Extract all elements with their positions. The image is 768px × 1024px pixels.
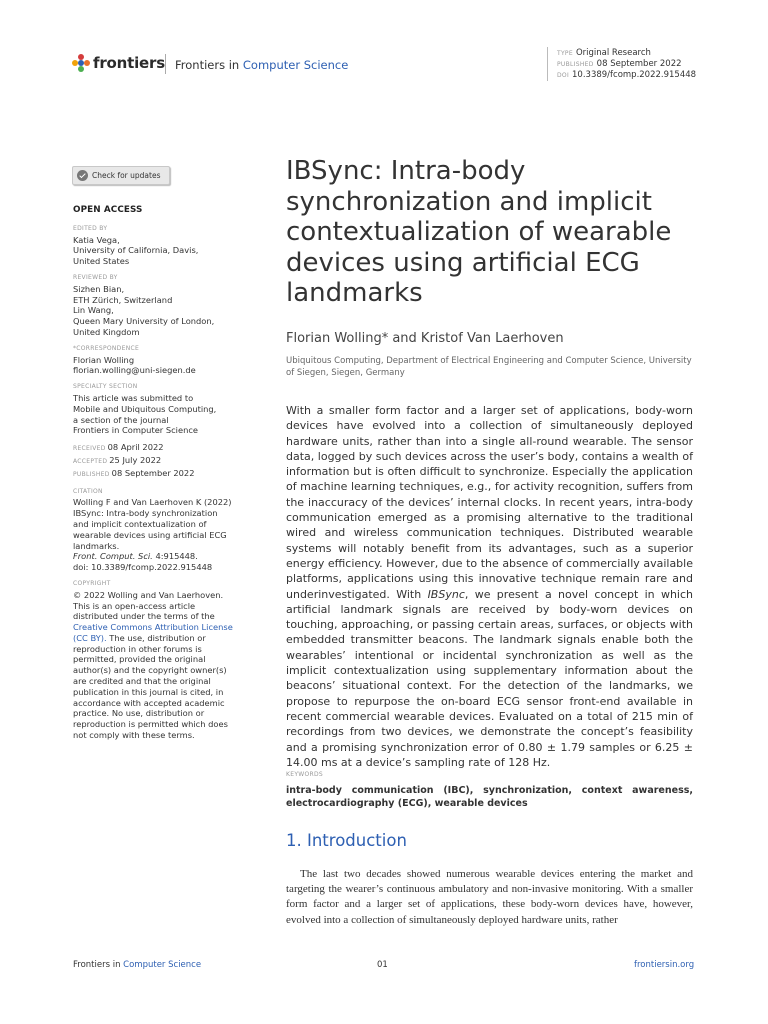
- article-title: IBSync: Intra-body synchronization and implicit contextualization of wearable devices using artificial ECG landmarks: [286, 156, 672, 308]
- article-info-sidebar: [73, 205, 243, 741]
- meta-published: PUBLISHED 08 September 2022: [557, 59, 682, 69]
- article-dates: [73, 442, 243, 480]
- citation-heading: CITATION: [73, 487, 103, 495]
- cc-license-link[interactable]: Creative Commons Attribution License: [73, 622, 233, 633]
- brand-name: frontiers: [93, 54, 165, 72]
- copyright-heading: COPYRIGHT: [73, 579, 111, 587]
- citation: Wolling F and Van Laerhoven K (2022) IBSync: Intra-body synchronization and implicit contextualization of wearable devices using artificial ECG landmarks. Front. Comput. Sci. 4:915448. doi: 10.3389/fcomp.2022.915448: [73, 497, 243, 573]
- footer-website-link[interactable]: frontiersin.org: [634, 960, 695, 970]
- article-authors[interactable]: Florian Wolling* and Kristof Van Laerhoven: [286, 331, 564, 346]
- journal-name[interactable]: [175, 58, 348, 72]
- section-heading-introduction: 1. Introduction: [286, 831, 407, 850]
- specialty-section: This article was submitted to Mobile and Ubiquitous Computing, a section of the journal Frontiers in Computer Science: [73, 392, 217, 436]
- check-for-updates-label: Check for updates: [92, 171, 161, 180]
- open-access-label: OPEN ACCESS: [73, 205, 143, 215]
- keywords-heading: KEYWORDS: [286, 771, 324, 778]
- date-received: RECEIVED 08 April 2022: [73, 442, 164, 453]
- reviewed-by: Sizhen Bian, ETH Zürich, Switzerland Lin Wang, Queen Mary University of London, United Kingdom: [73, 283, 215, 337]
- introduction-text: The last two decades showed numerous wearable devices entering the market and targeting the wearer’s continuous ambulatory and non-invasive monitoring. With a smaller form factor and a larger set of applications, these body-worn devices have, however, evolved into a collection of simultaneously deployed hardware units, rather: [286, 868, 693, 926]
- meta-type: TYPE Original Research: [557, 48, 651, 58]
- citation-journal: Front. Comput. Sci. 4:915448.: [73, 551, 198, 562]
- frontiers-logo-icon: [72, 54, 90, 72]
- check-for-updates-icon: [77, 170, 88, 181]
- frontiers-logo[interactable]: [72, 54, 165, 72]
- reviewed-by-heading: REVIEWED BY: [73, 273, 118, 281]
- correspondence-email[interactable]: florian.wolling@uni-siegen.de: [73, 365, 196, 376]
- check-for-updates-button[interactable]: [72, 166, 170, 185]
- meta-doi: DOI 10.3389/fcomp.2022.915448: [557, 70, 697, 80]
- date-published: PUBLISHED 08 September 2022: [73, 467, 195, 478]
- header-divider: [165, 54, 166, 74]
- cc-by-link[interactable]: (CC BY).: [73, 632, 107, 643]
- meta-divider: [547, 47, 548, 81]
- citation-doi[interactable]: doi: 10.3389/fcomp.2022.915448: [73, 562, 213, 573]
- journal-prefix: Frontiers in: [175, 58, 240, 72]
- correspondence-heading: *CORRESPONDENCE: [73, 344, 140, 352]
- article-meta: [557, 48, 696, 81]
- page-number: 01: [377, 960, 388, 970]
- specialty-section-heading: SPECIALTY SECTION: [73, 383, 138, 391]
- edited-by-heading: EDITED BY: [73, 224, 108, 232]
- copyright: © 2022 Wolling and Van Laerhoven. This is an open-access article distributed under the terms of the Creative Commons Attribution License (CC BY). The use, distribution or reproduction in other forums is permitted, provided the original author(s) and the copyright owner(s) are credited and that the original publication in this journal is cited, in accordance with accepted academic practice. No use, distribution or reproduction is permitted which does not comply with these terms.: [73, 590, 243, 741]
- date-accepted: ACCEPTED 25 July 2022: [73, 454, 162, 465]
- footer-journal[interactable]: Frontiers in Computer Science: [73, 960, 202, 970]
- abstract: With a smaller form factor and a larger set of applications, body-worn devices have evolved into a collection of simultaneously deployed hardware units, rather than into a single all-round wearable. The sensor data, logged by such devices across the user’s body, contains a wealth of information but is often difficult to synchronize. Especially the application of machine learning techniques, e.g., for activity recognition, suffers from the inaccuracy of the devices’ internal clocks. In recent years, intra-body communication emerged as a promising alternative to the traditional wired and wireless communication techniques. Distributed wearable systems will notably benefit from its advantages, such as a superior energy efficiency. However, due to the absence of commercially available platforms, applications using this innovative technique remain rare and underinvestigated. With IBSync, we present a novel concept in which artificial landmark signals are received by body-worn devices on touching, approaching, or passing certain areas, surfaces, or objects with embedded transmitter beacons. The landmark signals enable both the wearables’ intentional or incidental synchronization as well as the implicit contextualization using supplementary information about the beacons’ situational context. For the detection of the landmarks, we propose to repurpose the on-board ECG sensor front-end available in recent commercial wearable devices. Evaluated on a total of 215 min of recordings from two devices, we demonstrate the concept’s feasibility and a promising synchronization error of 0.80 ± 1.79 samples or 6.25 ± 14.00 ms at a device’s sampling rate of 128 Hz.: [286, 404, 694, 769]
- keywords: intra-body communication (IBC), synchronization, context awareness, electrocardiography (ECG), wearable devices: [286, 785, 693, 809]
- author-affiliation: Ubiquitous Computing, Department of Electrical Engineering and Computer Science, University of Siegen, Siegen, Germany: [286, 356, 692, 378]
- edited-by: Katia Vega, University of California, Davis, United States: [73, 234, 199, 267]
- journal-title: Computer Science: [242, 58, 349, 72]
- correspondence: Florian Wolling florian.wolling@uni-siegen.de: [73, 355, 243, 377]
